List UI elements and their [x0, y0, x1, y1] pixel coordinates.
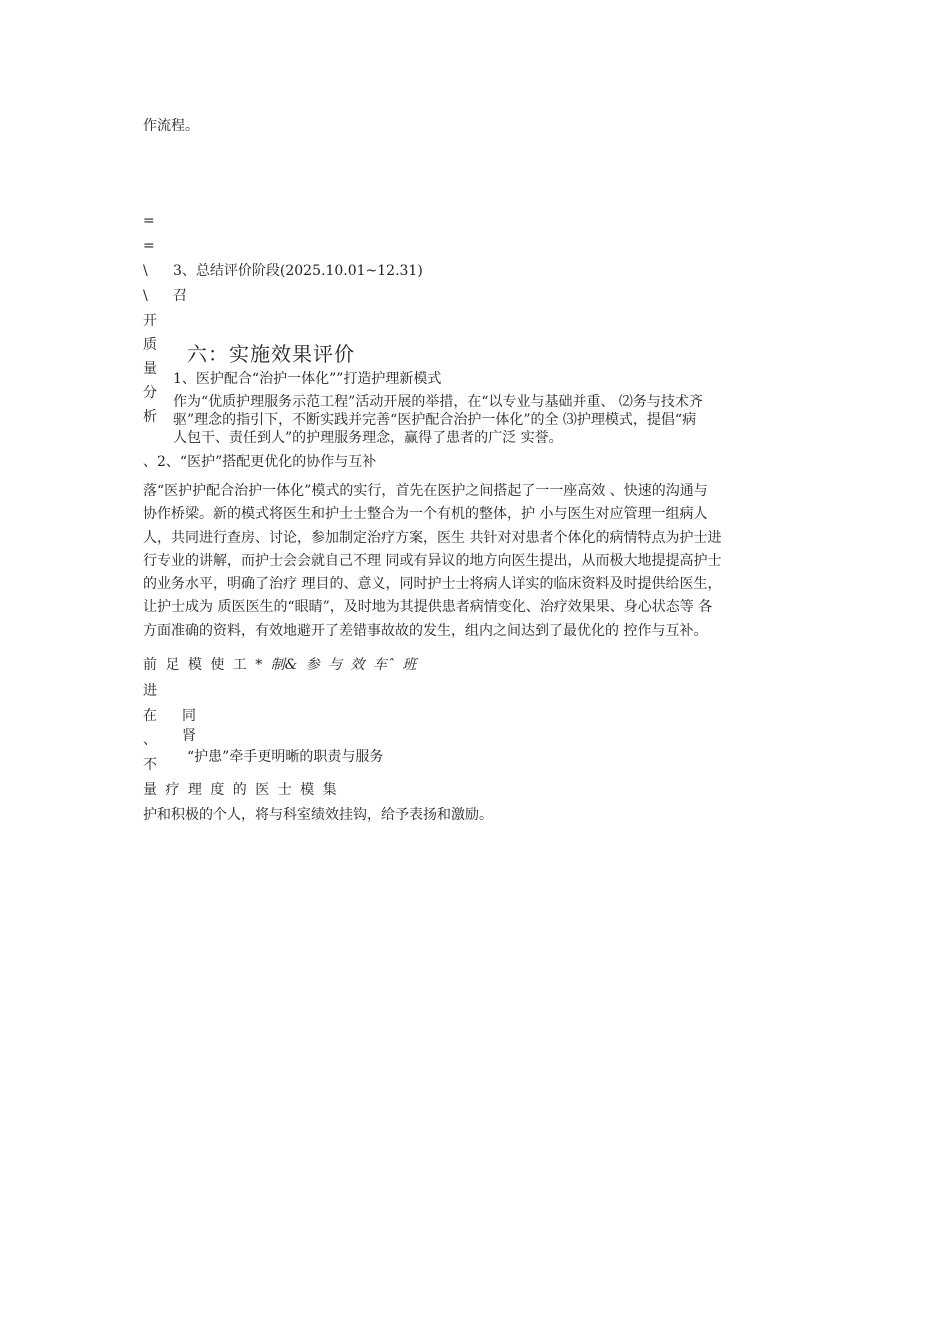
garbled-line-1-part-b: 制& 参 与 效 [270, 657, 373, 673]
paragraph-2-line: 落“医护护配合治护一体化”模式的实行，首先在医护之间搭起了一一座高效 、快速的沟通与 [143, 483, 708, 499]
paragraph-2-line: 行专业的讲解，而护士会会就自己不理 同或有异议的地方向医生提出，从而极大地提提高护士 [143, 552, 722, 569]
top-line: 作流程。 [143, 118, 199, 134]
margin-char-1: 开 [143, 313, 157, 329]
garbled-line-bottom: 量 疗 理 度 的 医 士 模 集 [143, 782, 337, 798]
section-item-2: 、2、“医护”搭配更优化的协作与互补 [143, 454, 377, 470]
paragraph-2-line: 的业务水平，明确了治疗 理目的、意义，同时护士士将病人详实的临床资料及时提供给医生， [143, 576, 722, 593]
paragraph-2-line: 协作桥梁。新的模式将医生和护士士整合为一个有机的整体，护 小与医生对应管理一组病人 [143, 506, 708, 523]
paragraph-2 [143, 480, 813, 643]
paragraph-2-line: 让护士成为 质医医生的“眼睛”，及时地为其提供患者病情变化、治疗效果果、身心状态等 各 [143, 599, 713, 616]
margin-equals-2: = [143, 238, 155, 254]
margin-backslash-1: \ [143, 263, 148, 279]
garbled-col-left-2: 在 [143, 708, 157, 724]
paragraph-1-line-1: 作为“优质护理服务示范工程”活动开展的举措，在“以专业与基础并重、 ⑵务与技术齐 [173, 394, 703, 410]
garbled-line-1-part-c: 车ˆ [372, 657, 394, 673]
garbled-line-1-part-a: 前 足 模 使 工 * [143, 657, 263, 673]
last-line: 护和积极的个人，将与科室绩效挂钩，给予表扬和激励。 [143, 807, 493, 823]
garbled-line-1-part-d: 班 [393, 657, 417, 673]
margin-char-5: 析 [143, 409, 157, 425]
garbled-col-left-4: 不 [143, 757, 157, 773]
paragraph-2-line: 方面准确的资料，有效地避开了差错事故故的发生，组内之间达到了最优化的 控作与互补。 [143, 622, 708, 639]
garbled-col-right-1: 同 [182, 708, 196, 724]
section-item-1: 1、医护配合“治护一体化””打造护理新模式 [173, 371, 442, 387]
garbled-line-1 [143, 656, 416, 674]
margin-backslash-2: \ [143, 288, 148, 304]
garbled-col-left-1: 进 [143, 683, 157, 699]
margin-char-2: 质 [143, 337, 157, 353]
paragraph-1-line-2: 驱”理念的指引下，不断实践并完善“医护配合治护一体化”的全 ⑶护理模式，提倡“病 [173, 412, 697, 428]
garbled-col-left-3: 、 [143, 732, 157, 748]
paragraph-1-line-3: 人包干、责任到人”的护理服务理念，赢得了患者的广泛 实誉。 [173, 430, 563, 446]
margin-equals-1: = [143, 213, 155, 229]
margin-char-3: 量 [143, 361, 157, 377]
margin-char-4: 分 [143, 385, 157, 401]
section-item-3: “护患”牵手更明晰的职责与服务 [187, 749, 384, 765]
paragraph-2-line: 人，共同进行查房、讨论，参加制定治疗方案，医生 共针对对患者个体化的病情特点为护士进 [143, 529, 722, 546]
garbled-col-right-2: 肾 [182, 728, 196, 744]
section-heading: 六：实施效果评价 [187, 342, 355, 366]
stage3-sub: 召 [173, 288, 187, 304]
stage3-title: 3、总结评价阶段(2025.10.01~12.31) [173, 263, 423, 279]
